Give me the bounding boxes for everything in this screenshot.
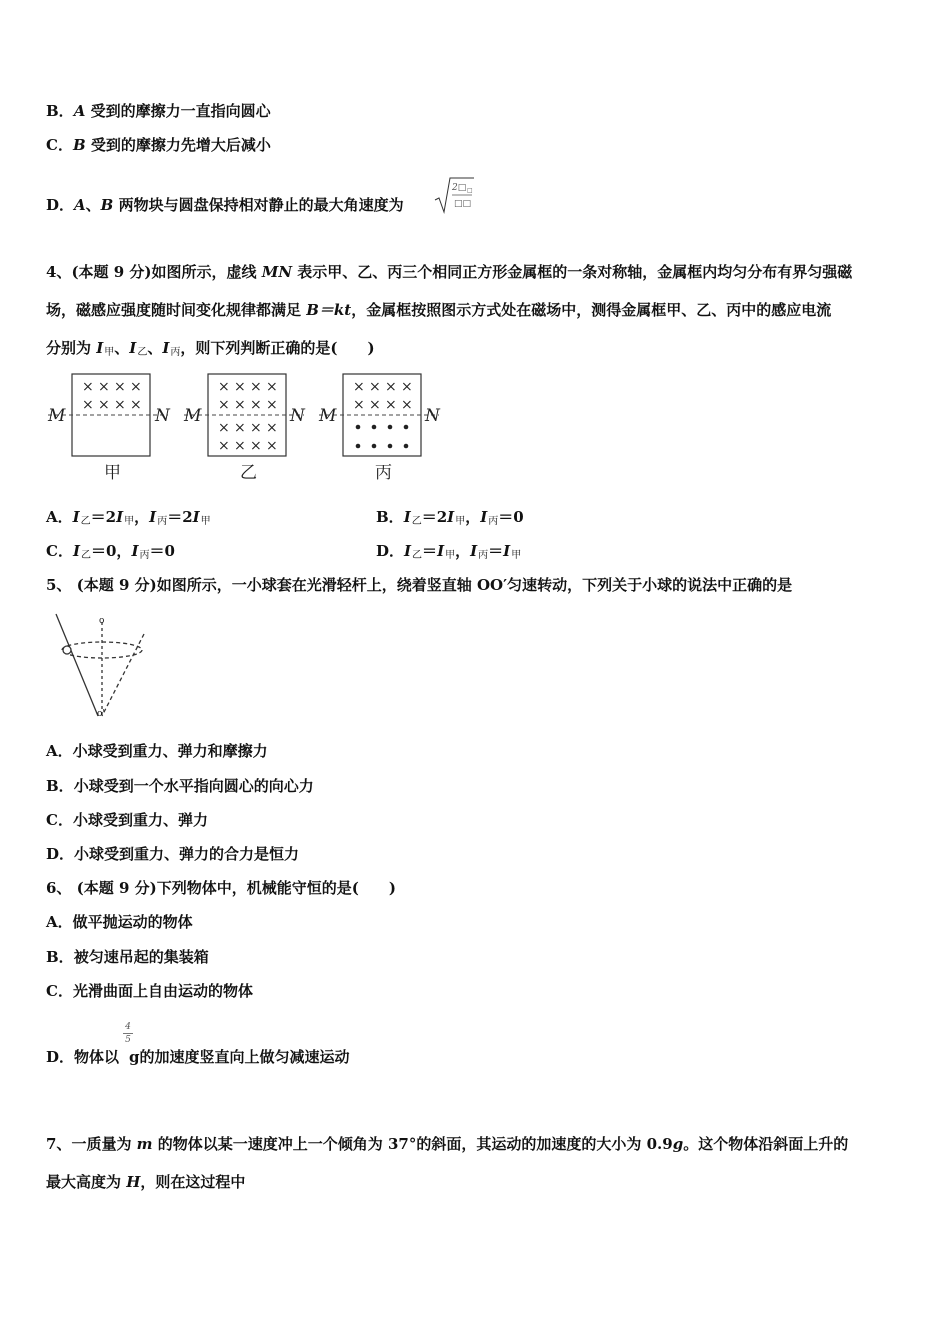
field-jia <box>82 379 142 413</box>
label-o-top: o <box>99 616 105 626</box>
field-bing-dots <box>356 425 409 449</box>
svg-text:×: × <box>369 379 381 395</box>
svg-text:×: × <box>234 397 246 413</box>
svg-text:×: × <box>353 397 365 413</box>
q6-stem: 6、 (本题 9 分)下列物体中，机械能守恒的是( ) <box>46 879 396 897</box>
label-yi: 乙 <box>240 463 257 483</box>
q4-option-a: A．$I_乙=2I_甲$，$I_丙=2I_甲$ <box>46 508 211 527</box>
svg-text:×: × <box>82 397 94 413</box>
label-o-bottom: o' <box>97 709 105 719</box>
svg-text:×: × <box>218 438 230 454</box>
svg-text:×: × <box>401 397 413 413</box>
svg-text:×: × <box>266 420 278 436</box>
svg-text:×: × <box>401 379 413 395</box>
q3-option-c: C．B 受到的摩擦力先增大后减小 <box>46 136 271 154</box>
label-n-jia: N <box>155 406 170 426</box>
ball <box>63 646 71 654</box>
q6-option-a: A．做平抛运动的物体 <box>46 913 193 931</box>
q4-option-c: C．$I_乙=0$，$I_丙=0$ <box>46 542 175 561</box>
q6-option-b: B．被匀速吊起的集装箱 <box>46 948 209 966</box>
svg-text:×: × <box>369 397 381 413</box>
q4-line-2: 场，磁感应强度随时间变化规律都满足 B＝kt，金属框按照图示方式处在磁场中，测得金属框甲、乙、丙中的感应电流 <box>46 301 832 319</box>
sqrt-formula <box>434 174 476 214</box>
fraction-numerator: 4 <box>125 1022 131 1032</box>
q5-figure <box>50 612 160 722</box>
field-bing-cross <box>353 379 413 413</box>
svg-text:×: × <box>218 397 230 413</box>
svg-text:×: × <box>130 379 142 395</box>
svg-text:×: × <box>218 379 230 395</box>
sqrt-numerator: 2□ <box>452 183 467 193</box>
orbit-circle <box>62 642 142 658</box>
field-yi <box>218 379 278 454</box>
q6-option-d: D．物体以 g的加速度竖直向上做匀减速运动 <box>46 1048 350 1066</box>
label-n-yi: N <box>290 406 305 426</box>
svg-text:×: × <box>82 379 94 395</box>
q4-line-1: 4、(本题 9 分)如图所示，虚线 MN 表示甲、乙、丙三个相同正方形金属框的一条对称轴，金属框内均匀分布有界匀强磁 <box>46 263 853 281</box>
svg-text:×: × <box>385 379 397 395</box>
q4-option-d: D．$I_乙=I_甲$，$I_丙=I_甲$ <box>376 542 522 561</box>
svg-text:×: × <box>353 379 365 395</box>
svg-text:×: × <box>385 397 397 413</box>
fraction-denominator: 5 <box>125 1035 131 1045</box>
q7-stem <box>46 1125 906 1201</box>
svg-text:×: × <box>130 397 142 413</box>
svg-text:×: × <box>98 397 110 413</box>
svg-text:×: × <box>234 420 246 436</box>
sqrt-denominator: □□ <box>454 199 472 209</box>
fraction-4-5 <box>123 1022 133 1045</box>
sqrt-numerator-sub: □ <box>467 187 473 194</box>
svg-text:×: × <box>218 420 230 436</box>
q4-stem <box>46 253 906 372</box>
svg-text:×: × <box>114 397 126 413</box>
svg-text:×: × <box>250 420 262 436</box>
q4-figure <box>44 366 454 486</box>
q5-option-c: C．小球受到重力、弹力 <box>46 811 208 829</box>
svg-text:×: × <box>250 379 262 395</box>
svg-text:×: × <box>234 379 246 395</box>
q4-line-3: 分别为 $I_甲$、$I_乙$、$I_丙$，则下列判断正确的是( ) <box>46 339 375 358</box>
svg-text:×: × <box>98 379 110 395</box>
q3-option-d: D．A、B 两物块与圆盘保持相对静止的最大角速度为 <box>46 196 404 214</box>
q5-option-b: B．小球受到一个水平指向圆心的向心力 <box>46 777 314 795</box>
label-bing: 丙 <box>375 463 392 483</box>
label-jia: 甲 <box>104 463 121 483</box>
svg-text:×: × <box>266 379 278 395</box>
q5-stem: 5、 (本题 9 分)如图所示，一小球套在光滑轻杆上，绕着竖直轴 OO′匀速转动，下列关于小球的说法中正确的是 <box>46 576 793 594</box>
svg-text:×: × <box>250 438 262 454</box>
svg-text:×: × <box>234 438 246 454</box>
svg-text:×: × <box>114 379 126 395</box>
label-m-bing: M <box>319 406 337 426</box>
q7-line-2: 最大高度为 H，则在这过程中 <box>46 1173 246 1191</box>
q3-option-b: B．A 受到的摩擦力一直指向圆心 <box>46 102 271 120</box>
label-m-jia: M <box>48 406 66 426</box>
q4-option-b: B．$I_乙=2I_甲$，$I_丙=0$ <box>376 508 524 527</box>
q6-option-c: C．光滑曲面上自由运动的物体 <box>46 982 253 1000</box>
svg-text:×: × <box>250 397 262 413</box>
q5-option-a: A．小球受到重力、弹力和摩擦力 <box>46 742 268 760</box>
label-m-yi: M <box>184 406 202 426</box>
svg-text:×: × <box>266 397 278 413</box>
svg-text:×: × <box>266 438 278 454</box>
rod <box>56 614 98 716</box>
label-n-bing: N <box>425 406 440 426</box>
q7-line-1: 7、一质量为 m 的物体以某一速度冲上一个倾角为 37°的斜面，其运动的加速度的大小为 0.9g。这个物体沿斜面上升的 <box>46 1135 849 1153</box>
q5-option-d: D．小球受到重力、弹力的合力是恒力 <box>46 845 300 863</box>
